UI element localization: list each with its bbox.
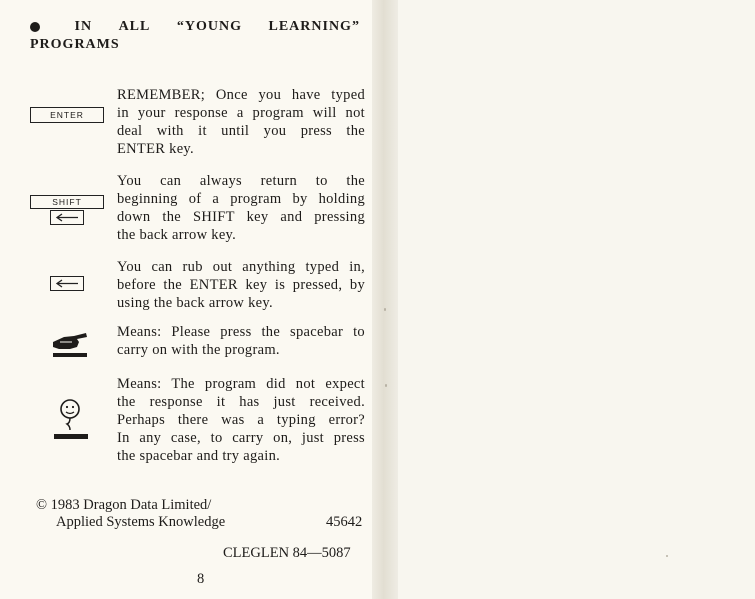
text-line: Perhaps there was a typing error? xyxy=(117,412,365,428)
copyright-line: © 1983 Dragon Data Limited/ xyxy=(36,497,212,513)
backarrow-paragraph xyxy=(117,258,365,312)
left-arrow-icon xyxy=(54,213,80,222)
back-arrow-key-icon xyxy=(50,210,84,225)
shift-paragraph xyxy=(117,172,365,244)
pointing-hand-icon xyxy=(50,328,90,360)
bullet-icon xyxy=(30,22,40,32)
text-line: the spacebar and try again. xyxy=(117,448,281,464)
heading-word: “YOUNG xyxy=(176,19,242,34)
enter-paragraph xyxy=(117,86,365,158)
catalog-code: 45642 xyxy=(326,514,363,530)
text-line: before the ENTER key is pressed, by xyxy=(117,277,365,293)
back-arrow-key-icon xyxy=(50,276,84,291)
enter-key-icon xyxy=(30,107,104,123)
spacebar-paragraph xyxy=(117,323,365,359)
shift-key-icon xyxy=(30,195,104,209)
enter-key-label: ENTER xyxy=(50,110,84,120)
text-line: You can always return to the xyxy=(117,173,365,189)
heading-word: LEARNING” xyxy=(268,19,360,34)
text-line: down the SHIFT key and pressing xyxy=(117,209,365,225)
heading-word: ALL xyxy=(118,19,151,34)
shift-key-label: SHIFT xyxy=(52,197,82,207)
page-heading xyxy=(30,18,360,54)
left-arrow-icon xyxy=(54,279,80,288)
text-line: Means: The program did not expect xyxy=(117,376,365,392)
text-line: using the back arrow key. xyxy=(117,295,273,311)
text-line: ENTER key. xyxy=(117,141,194,157)
heading-line2: PROGRAMS xyxy=(30,37,120,52)
right-page xyxy=(398,0,755,599)
cleglen-code: CLEGLEN 84—5087 xyxy=(223,545,351,561)
publisher-line: Applied Systems Knowledge xyxy=(56,514,226,530)
text-line: In any case, to carry on, just press xyxy=(117,430,365,446)
confused-face-icon xyxy=(52,397,92,443)
text-line: beginning of a program by holding xyxy=(117,191,365,207)
text-line: Means: Please press the spacebar to xyxy=(117,324,365,340)
heading-word: IN xyxy=(74,19,93,34)
text-line: the back arrow key. xyxy=(117,227,237,243)
text-line: the response it has just received. xyxy=(117,394,365,410)
paper-speck xyxy=(385,384,387,387)
text-line: in your response a program will not xyxy=(117,105,365,121)
text-line: deal with it until you press the xyxy=(117,123,365,139)
text-line: carry on with the program. xyxy=(117,342,280,358)
book-gutter xyxy=(372,0,398,599)
paper-speck xyxy=(384,308,386,311)
text-line: REMEMBER; Once you have typed xyxy=(117,87,365,103)
error-paragraph xyxy=(117,375,365,465)
page-number: 8 xyxy=(197,571,205,587)
text-line: You can rub out anything typed in, xyxy=(117,259,365,275)
paper-speck xyxy=(666,555,668,557)
